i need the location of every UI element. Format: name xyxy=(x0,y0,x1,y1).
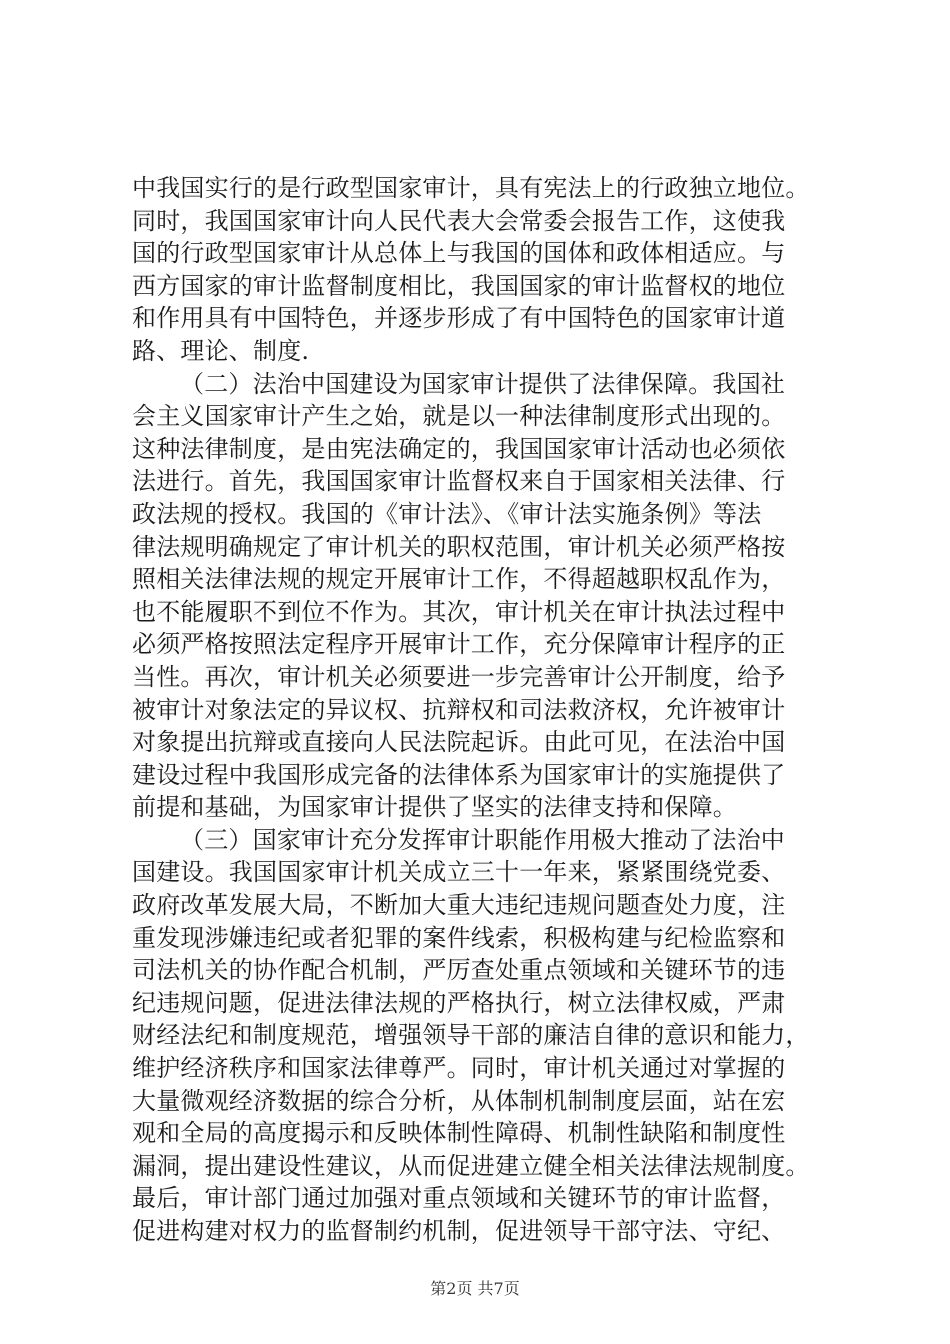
text-line: 中我国实行的是行政型国家审计，具有宪法上的行政独立地位。 xyxy=(132,174,810,202)
text-line: 重发现涉嫌违纪或者犯罪的案件线索，积极构建与纪检监察和 xyxy=(132,923,786,952)
text-line: 律法规明确规定了审计机关的职权范围，审计机关必须严格按 xyxy=(132,532,786,561)
text-line: （二）法治中国建设为国家审计提供了法律保障。我国社 xyxy=(180,369,785,398)
text-line: 纪违规问题，促进法律法规的严格执行，树立法律权威，严肃 xyxy=(132,988,786,1017)
text-line: 被审计对象法定的异议权、抗辩权和司法救济权，允许被审计 xyxy=(132,695,786,724)
text-line: 国的行政型国家审计从总体上与我国的国体和政体相适应。与 xyxy=(132,239,786,268)
text-line: 照相关法律法规的规定开展审计工作，不得超越职权乱作为， xyxy=(132,565,786,594)
text-line: 必须严格按照法定程序开展审计工作，充分保障审计程序的正 xyxy=(132,630,786,659)
text-line: 司法机关的协作配合机制，严厉查处重点领域和关键环节的违 xyxy=(132,956,786,985)
text-line: 当性。再次，审计机关必须要进一步完善审计公开制度，给予 xyxy=(132,662,786,691)
text-line: 建设过程中我国形成完备的法律体系为国家审计的实施提供了 xyxy=(132,760,786,789)
text-line: 西方国家的审计监督制度相比，我国国家的审计监督权的地位 xyxy=(132,271,786,300)
text-line: 和作用具有中国特色，并逐步形成了有中国特色的国家审计道 xyxy=(132,304,786,333)
text-line: 这种法律制度，是由宪法确定的，我国国家审计活动也必须依 xyxy=(132,434,786,463)
text-line: 前提和基础，为国家审计提供了坚实的法律支持和保障。 xyxy=(132,793,737,822)
text-line: 观和全局的高度揭示和反映体制性障碍、机制性缺陷和制度性 xyxy=(132,1119,786,1148)
text-line: 法进行。首先，我国国家审计监督权来自于国家相关法律、行 xyxy=(132,467,786,496)
text-line: 政府改革发展大局，不断加大重大违纪违规问题查处力度，注 xyxy=(132,891,786,920)
text-line: 财经法纪和制度规范，增强领导干部的廉洁自律的意识和能力， xyxy=(132,1021,810,1050)
text-line: 路、理论、制度. xyxy=(132,336,310,365)
text-line: 最后，审计部门通过加强对重点领域和关键环节的审计监督， xyxy=(132,1184,786,1213)
text-line: 促进构建对权力的监督制约机制，促进领导干部守法、守纪、 xyxy=(132,1217,786,1245)
text-line: 也不能履职不到位不作为。其次，审计机关在审计执法过程中 xyxy=(132,597,786,626)
text-line: 漏洞，提出建设性建议，从而促进建立健全相关法律法规制度。 xyxy=(132,1151,810,1180)
page-footer: 第2页 共7页 xyxy=(430,1279,520,1298)
text-line: 同时，我国国家审计向人民代表大会常委会报告工作，这使我 xyxy=(132,206,786,235)
text-line: 政法规的授权。我国的《审计法》、《审计法实施条例》等法 xyxy=(132,499,762,528)
document-body xyxy=(132,172,832,1248)
text-line: 对象提出抗辩或直接向人民法院起诉。由此可见，在法治中国 xyxy=(132,728,786,757)
text-line: 大量微观经济数据的综合分析，从体制机制制度层面，站在宏 xyxy=(132,1086,786,1115)
text-line: 会主义国家审计产生之始，就是以一种法律制度形式出现的。 xyxy=(132,402,786,431)
text-line: 维护经济秩序和国家法律尊严。同时，审计机关通过对掌握的 xyxy=(132,1054,786,1083)
text-line: 国建设。我国国家审计机关成立三十一年来，紧紧围绕党委、 xyxy=(132,858,786,887)
text-line: （三）国家审计充分发挥审计职能作用极大推动了法治中 xyxy=(180,825,785,854)
